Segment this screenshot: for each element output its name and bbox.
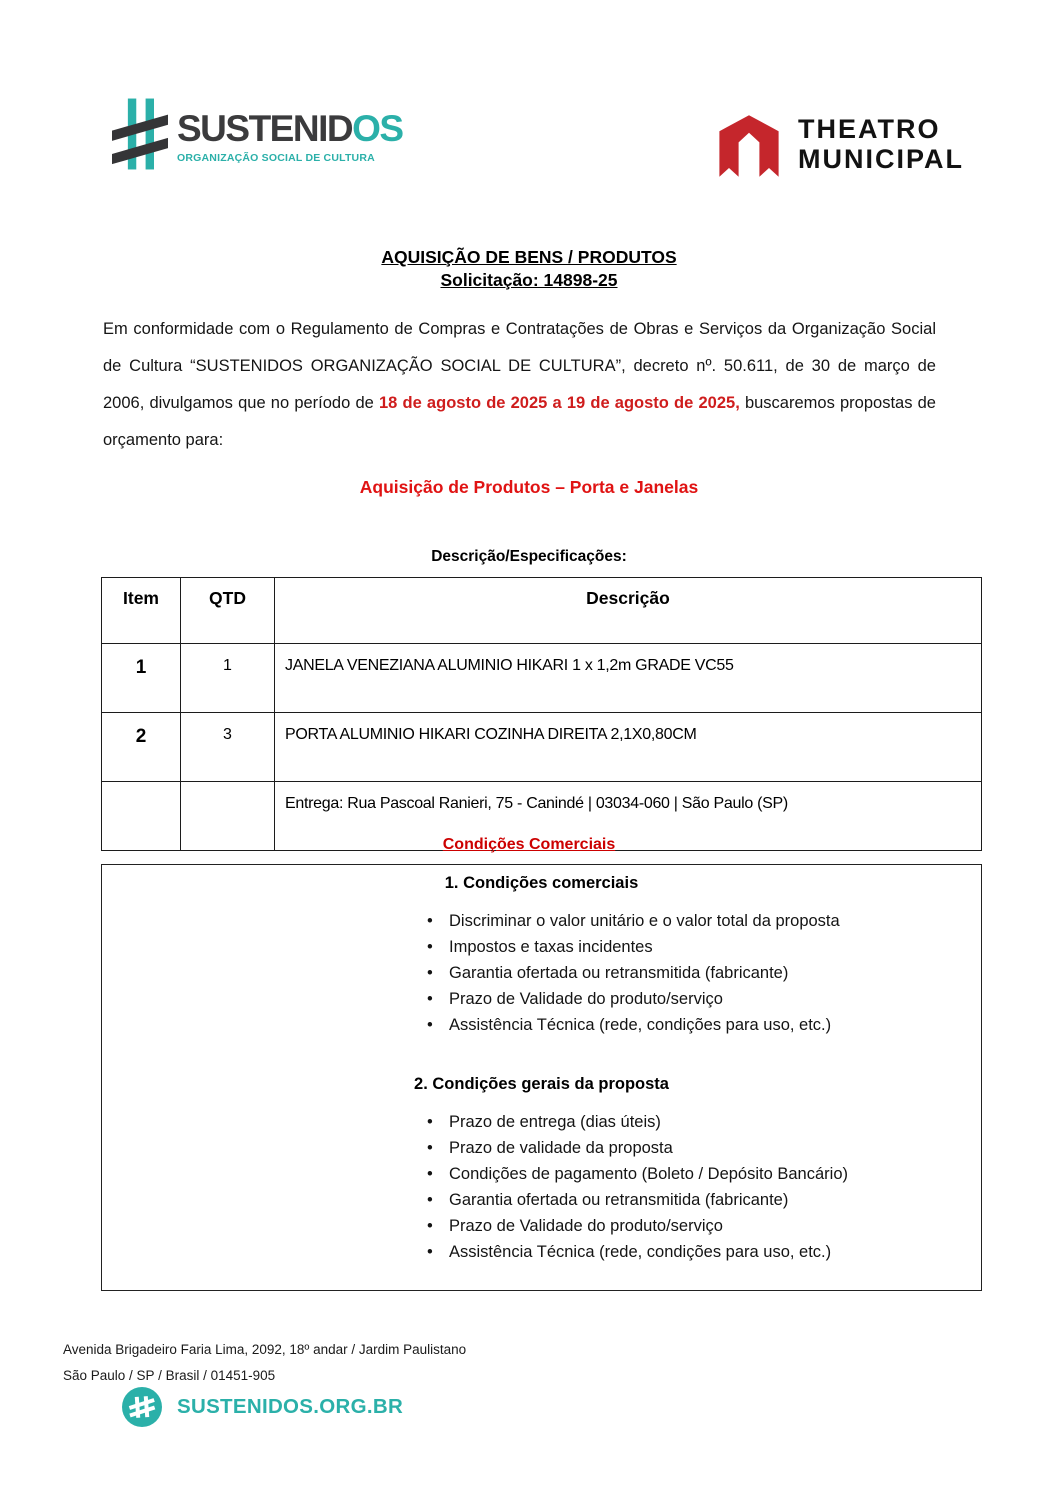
table-row: [102, 713, 982, 782]
spec-label: Descrição/Especificações:: [431, 548, 627, 565]
sustenidos-wordmark-teal: OS: [352, 108, 403, 149]
theatro-arch-icon: [713, 102, 785, 186]
hash-circle-icon: [122, 1387, 162, 1427]
conditions-section1-list: [102, 908, 981, 1038]
description-cell: PORTA ALUMINIO HIKARI COZINHA DIREITA 2,1X0,80CM: [275, 713, 982, 782]
qtd-cell: 1: [181, 644, 275, 713]
col-header-qtd: QTD: [181, 578, 275, 644]
list-item: • Garantia ofertada ou retransmitida (fabricante): [420, 1187, 981, 1213]
list-item: • Prazo de Validade do produto/serviço: [420, 986, 981, 1012]
table-header-row: [102, 578, 982, 644]
footer-address-line2: São Paulo / SP / Brasil / 01451-905: [63, 1368, 276, 1383]
list-item: • Garantia ofertada ou retransmitida (fabricante): [420, 960, 981, 986]
intro-period-highlight: 18 de agosto de 2025 a 19 de agosto de 2025,: [378, 394, 740, 412]
document-title-line2: Solicitação: 14898-25: [440, 270, 618, 290]
intro-paragraph: [103, 311, 936, 459]
items-table: [101, 577, 982, 851]
sustenidos-logo: [112, 94, 403, 174]
list-item: • Prazo de validade da proposta: [420, 1135, 981, 1161]
sustenidos-wordmark-dark: SUSTENID: [177, 108, 353, 149]
intro-text-before: Em conformidade com o Regulamento de Compras e Contratações de Obras e Serviços da Organização Social de Cultura “SUSTENIDOS ORGANIZAÇÃO SOCIAL DE CULTURA”, decreto nº. 50.611, de 30 de março de 2006, divulgamos que no período de: [103, 320, 936, 412]
list-item: • Prazo de Validade do produto/serviço: [420, 1213, 981, 1239]
qtd-cell: 3: [181, 713, 275, 782]
conditions-section2-title: 2. Condições gerais da proposta: [414, 1075, 669, 1093]
footer-website: SUSTENIDOS.ORG.BR: [177, 1395, 404, 1418]
table-row: [102, 644, 982, 713]
theatro-municipal-logo: [713, 102, 964, 186]
item-number-cell: 1: [102, 644, 181, 713]
footer-address: [63, 1337, 466, 1389]
col-header-descricao: Descrição: [275, 578, 982, 644]
description-cell: JANELA VENEZIANA ALUMINIO HIKARI 1 x 1,2m GRADE VC55: [275, 644, 982, 713]
delivery-address-cell: Entrega: Rua Pascoal Ranieri, 75 - Canindé | 03034-060 | São Paulo (SP): [275, 782, 982, 851]
list-item: • Assistência Técnica (rede, condições para uso, etc.): [420, 1012, 981, 1038]
col-header-item: Item: [102, 578, 181, 644]
conditions-box: [101, 864, 982, 1291]
list-item: • Prazo de entrega (dias úteis): [420, 1109, 981, 1135]
theatro-wordmark: [798, 114, 964, 175]
document-title: [0, 246, 1058, 292]
document-title-line1: AQUISIÇÃO DE BENS / PRODUTOS: [381, 247, 677, 267]
theatro-wordmark-line1: THEATRO: [798, 113, 941, 144]
conditions-section2-list: [102, 1109, 981, 1265]
conditions-heading: Condições Comerciais: [442, 836, 616, 853]
list-item: • Impostos e taxas incidentes: [420, 934, 981, 960]
list-item: • Condições de pagamento (Boleto / Depósito Bancário): [420, 1161, 981, 1187]
intro-text-after: buscaremos propostas de orçamento para:: [103, 394, 936, 449]
hash-icon: [112, 94, 168, 174]
theatro-wordmark-line2: MUNICIPAL: [798, 144, 964, 174]
sustenidos-wordmark: [177, 110, 403, 147]
footer-logo: [122, 1387, 403, 1427]
list-item: • Assistência Técnica (rede, condições para uso, etc.): [420, 1239, 981, 1265]
sustenidos-tagline: ORGANIZAÇÃO SOCIAL DE CULTURA: [177, 152, 375, 164]
conditions-section1-title: 1. Condições comerciais: [444, 874, 639, 892]
product-heading: Aquisição de Produtos – Porta e Janelas: [359, 477, 699, 497]
sustenidos-logo-text: [177, 94, 403, 174]
list-item: • Discriminar o valor unitário e o valor total da proposta: [420, 908, 981, 934]
footer-address-line1: Avenida Brigadeiro Faria Lima, 2092, 18º andar / Jardim Paulistano: [63, 1342, 467, 1357]
item-number-cell: 2: [102, 713, 181, 782]
